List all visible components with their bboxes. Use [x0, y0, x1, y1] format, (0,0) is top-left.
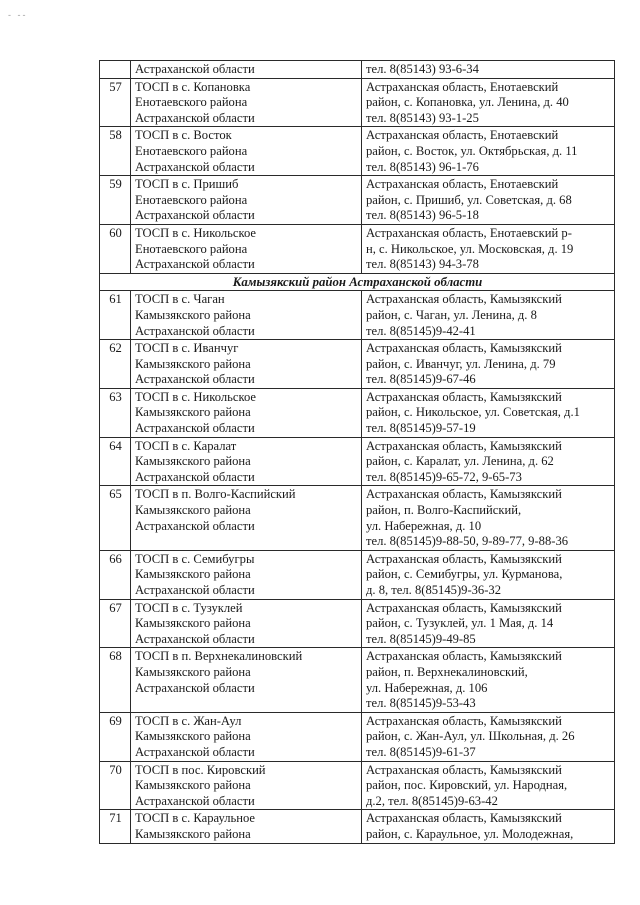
office-address-line: ул. Набережная, д. 106	[366, 680, 488, 695]
table-row	[100, 437, 615, 486]
office-name-line: Камызякского района	[135, 567, 251, 582]
office-address-line: н, с. Никольское, ул. Московская, д. 19	[366, 241, 574, 256]
office-address-line: район, с. Караульное, ул. Молодежная,	[366, 826, 574, 841]
office-name-line: ТОСП в с. Тузуклей	[135, 600, 243, 615]
office-address-cell	[362, 648, 615, 712]
table-row	[100, 761, 615, 810]
office-address-line: Астраханская область, Камызякский	[366, 341, 562, 356]
office-name-line: Астраханской области	[135, 323, 255, 338]
office-name-line: Астраханской области	[135, 110, 255, 125]
row-number-cell: 58	[100, 127, 131, 176]
row-number-cell: 70	[100, 761, 131, 810]
office-name-line: Астраханской области	[135, 372, 255, 387]
office-name-line: ТОСП в с. Восток	[135, 128, 232, 143]
row-number-cell: 69	[100, 712, 131, 761]
office-name-line: Астраханской области	[135, 421, 255, 436]
office-name-line: ТОСП в с. Каралат	[135, 438, 237, 453]
office-address-line: район, с. Никольское, ул. Советская, д.1	[366, 405, 580, 420]
office-address-line: Астраханская область, Камызякский	[366, 811, 562, 826]
table-row	[100, 810, 615, 843]
office-name-cell	[131, 388, 362, 437]
table-row	[100, 486, 615, 550]
office-name-cell	[131, 340, 362, 389]
row-number-cell: 64	[100, 437, 131, 486]
office-address-line: тел. 8(85143) 96-1-76	[366, 159, 479, 174]
office-address-cell	[362, 761, 615, 810]
section-heading-body	[100, 273, 615, 291]
office-address-cell	[362, 599, 615, 648]
office-address-cell	[362, 340, 615, 389]
office-address-line: д.2, тел. 8(85145)9-63-42	[366, 793, 498, 808]
office-address-cell	[362, 486, 615, 550]
table-row-continuation	[100, 61, 615, 79]
office-address-line: Астраханская область, Камызякский	[366, 551, 562, 566]
office-address-line: Астраханская область, Камызякский	[366, 600, 562, 615]
office-name-cell	[131, 61, 362, 79]
office-name-cell	[131, 550, 362, 599]
office-address-line: район, с. Тузуклей, ул. 1 Мая, д. 14	[366, 616, 554, 631]
row-number-cell: 68	[100, 648, 131, 712]
office-name-line: Астраханской области	[135, 744, 255, 759]
row-number-cell	[100, 61, 131, 79]
table-body-kamyzyak	[100, 291, 615, 843]
section-heading-kamyzyak: Камызякский район Астраханской области	[100, 273, 615, 291]
office-address-line: Астраханская область, Енотаевский р-	[366, 225, 572, 240]
office-name-line: ТОСП в п. Волго-Каспийский	[135, 487, 296, 502]
office-address-line: район, с. Пришиб, ул. Советская, д. 68	[366, 192, 572, 207]
office-name-line: Астраханской области	[135, 62, 255, 76]
office-address-line: Астраханская область, Камызякский	[366, 762, 562, 777]
office-name-line: Камызякского района	[135, 307, 251, 322]
table-row	[100, 388, 615, 437]
row-number-cell: 65	[100, 486, 131, 550]
section-heading-row	[100, 273, 615, 291]
office-name-line: Камызякского района	[135, 454, 251, 469]
office-address-line: тел. 8(85145)9-49-85	[366, 631, 476, 646]
office-name-line: Камызякского района	[135, 616, 251, 631]
scan-artifact: ‐ ‐‐	[8, 10, 28, 20]
office-address-line: Астраханская область, Енотаевский	[366, 177, 559, 192]
table-row	[100, 340, 615, 389]
office-address-line: д. 8, тел. 8(85145)9-36-32	[366, 583, 502, 597]
office-address-line: район, с. Чаган, ул. Ленина, д. 8	[366, 307, 537, 322]
office-name-line: Астраханской области	[135, 208, 255, 223]
office-name-line: ТОСП в с. Никольское	[135, 389, 256, 404]
office-name-cell	[131, 78, 362, 127]
office-address-cell	[362, 224, 615, 273]
row-number-cell: 57	[100, 78, 131, 127]
office-name-line: Астраханской области	[135, 257, 255, 272]
office-address-line: Астраханская область, Камызякский	[366, 389, 562, 404]
office-address-cell	[362, 78, 615, 127]
office-address-cell	[362, 550, 615, 599]
office-name-cell	[131, 486, 362, 550]
office-address-line: район, с. Семибугры, ул. Курманова,	[366, 567, 563, 582]
office-name-cell	[131, 437, 362, 486]
table-row	[100, 648, 615, 712]
office-address-line: район, п. Верхнекалиновский,	[366, 664, 528, 679]
office-name-line: Камызякского района	[135, 664, 251, 679]
row-number-cell: 62	[100, 340, 131, 389]
table-body-enotaevsky	[100, 61, 615, 274]
office-address-line: тел. 8(85145)9-65-72, 9-65-73	[366, 469, 522, 484]
office-address-line: Астраханская область, Енотаевский	[366, 79, 559, 94]
office-name-line: Камызякского района	[135, 729, 251, 744]
office-address-line: район, с. Каралат, ул. Ленина, д. 62	[366, 454, 554, 469]
row-number-cell: 63	[100, 388, 131, 437]
office-name-cell	[131, 761, 362, 810]
office-name-line: Астраханской области	[135, 583, 255, 597]
office-name-cell	[131, 291, 362, 340]
office-address-cell	[362, 712, 615, 761]
office-address-line: район, с. Копановка, ул. Ленина, д. 40	[366, 95, 569, 110]
office-name-line: Енотаевского района	[135, 241, 248, 256]
office-address-line: тел. 8(85145)9-67-46	[366, 372, 476, 387]
office-address-cell	[362, 127, 615, 176]
office-address-cell	[362, 291, 615, 340]
office-name-line: Астраханской области	[135, 518, 255, 533]
office-name-line: ТОСП в с. Никольское	[135, 225, 256, 240]
office-name-line: Камызякского района	[135, 503, 251, 518]
office-name-cell	[131, 810, 362, 843]
table-row	[100, 78, 615, 127]
office-address-line: тел. 8(85145)9-57-19	[366, 421, 476, 436]
office-address-cell	[362, 437, 615, 486]
office-address-line: тел. 8(85145)9-61-37	[366, 744, 476, 759]
office-name-line: ТОСП в с. Семибугры	[135, 551, 255, 566]
office-name-cell	[131, 599, 362, 648]
office-name-line: Астраханской области	[135, 159, 255, 174]
office-address-line: тел. 8(85145)9-53-43	[366, 696, 476, 711]
table-row	[100, 599, 615, 648]
table-row	[100, 550, 615, 599]
office-name-line: Астраханской области	[135, 469, 255, 484]
office-name-line: Астраханской области	[135, 631, 255, 646]
row-number-cell: 59	[100, 176, 131, 225]
row-number-cell: 61	[100, 291, 131, 340]
table-row	[100, 127, 615, 176]
office-address-line: район, с. Жан-Аул, ул. Школьная, д. 26	[366, 729, 575, 744]
table-row	[100, 224, 615, 273]
office-name-cell	[131, 224, 362, 273]
office-name-line: ТОСП в с. Чаган	[135, 292, 225, 307]
office-address-line: тел. 8(85143) 93-6-34	[366, 62, 479, 76]
office-name-line: ТОСП в с. Иванчуг	[135, 341, 239, 356]
office-address-line: Астраханская область, Енотаевский	[366, 128, 559, 143]
office-address-line: Астраханская область, Камызякский	[366, 292, 562, 307]
office-name-line: ТОСП в с. Жан-Аул	[135, 713, 242, 728]
office-name-line: ТОСП в с. Караульное	[135, 811, 256, 826]
office-address-line: тел. 8(85143) 93-1-25	[366, 110, 479, 125]
office-name-cell	[131, 127, 362, 176]
office-address-line: Астраханская область, Камызякский	[366, 438, 562, 453]
office-name-line: Астраханской области	[135, 793, 255, 808]
office-name-line: Астраханской области	[135, 680, 255, 695]
office-address-cell	[362, 388, 615, 437]
office-address-line: тел. 8(85145)9-88-50, 9-89-77, 9-88-36	[366, 534, 569, 549]
office-address-line: район, пос. Кировский, ул. Народная,	[366, 778, 568, 793]
office-name-line: Енотаевского района	[135, 95, 248, 110]
row-number-cell: 67	[100, 599, 131, 648]
office-name-cell	[131, 176, 362, 225]
office-address-line: район, с. Иванчуг, ул. Ленина, д. 79	[366, 356, 556, 371]
office-name-line: ТОСП в с. Пришиб	[135, 177, 239, 192]
office-address-line: Астраханская область, Камызякский	[366, 713, 562, 728]
office-name-cell	[131, 648, 362, 712]
office-address-cell	[362, 61, 615, 79]
office-name-cell	[131, 712, 362, 761]
office-name-line: Камызякского района	[135, 405, 251, 420]
table-row	[100, 712, 615, 761]
office-name-line: Енотаевского района	[135, 143, 248, 158]
office-address-line: Астраханская область, Камызякский	[366, 649, 562, 664]
office-address-line: тел. 8(85143) 94-3-78	[366, 257, 479, 272]
office-name-line: Камызякского района	[135, 778, 251, 793]
office-address-line: Астраханская область, Камызякский	[366, 487, 562, 502]
office-address-line: тел. 8(85143) 96-5-18	[366, 208, 479, 223]
office-address-line: тел. 8(85145)9-42-41	[366, 323, 476, 338]
row-number-cell: 66	[100, 550, 131, 599]
table-row	[100, 291, 615, 340]
row-number-cell: 71	[100, 810, 131, 843]
office-name-line: ТОСП в п. Верхнекалиновский	[135, 649, 303, 664]
row-number-cell: 60	[100, 224, 131, 273]
tosp-registry-table	[99, 60, 615, 844]
office-name-line: ТОСП в пос. Кировский	[135, 762, 266, 777]
office-address-line: район, с. Восток, ул. Октябрьская, д. 11	[366, 143, 578, 158]
office-name-line: Камызякского района	[135, 356, 251, 371]
office-address-cell	[362, 176, 615, 225]
office-address-line: ул. Набережная, д. 10	[366, 518, 482, 533]
office-name-line: ТОСП в с. Копановка	[135, 79, 251, 94]
office-address-cell	[362, 810, 615, 843]
office-name-line: Камызякского района	[135, 826, 251, 841]
office-name-line: Енотаевского района	[135, 192, 248, 207]
table-row	[100, 176, 615, 225]
office-address-line: район, п. Волго-Каспийский,	[366, 503, 522, 518]
